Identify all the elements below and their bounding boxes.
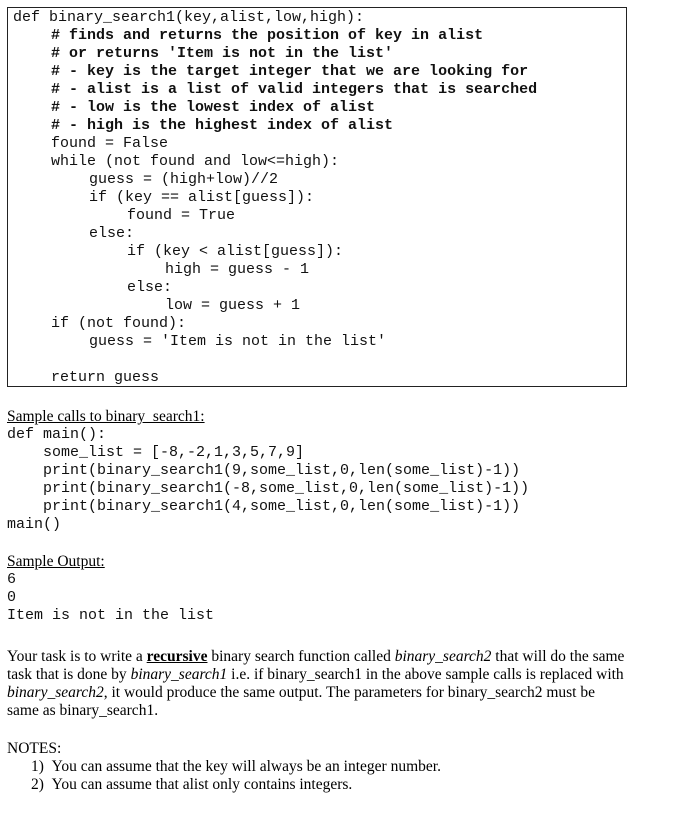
task-fn-binary-search2: binary_search2 <box>394 648 492 665</box>
task-fn-binary-search1: binary_search1 <box>130 666 228 683</box>
task-paragraph <box>7 648 627 720</box>
sample-output-text <box>7 571 407 631</box>
code-line: guess = 'Item is not in the list' <box>89 333 387 350</box>
code-line: def binary_search1(key,alist,low,high): <box>13 9 365 26</box>
sample-call-line: some_list = [-8,-2,1,3,5,7,9] <box>43 444 305 461</box>
code-line: high = guess - 1 <box>165 261 310 278</box>
sample-output-line: Item is not in the list <box>7 607 215 624</box>
code-line: else: <box>127 279 173 296</box>
note-number: 2) <box>31 776 44 793</box>
task-text-2: binary search function called <box>207 648 395 665</box>
task-text-1: Your task is to write a <box>7 648 147 665</box>
task-text-3: that will do the same task that is done by <box>7 648 625 683</box>
code-comment-line: # - high is the highest index of alist <box>51 117 394 134</box>
task-recursive-word: recursive <box>146 648 208 665</box>
code-line: found = True <box>127 207 236 224</box>
code-line: else: <box>89 225 135 242</box>
task-text-4: i.e. if binary_search1 in the above sample calls is replaced with <box>227 666 624 683</box>
sample-output-line: 0 <box>7 589 17 606</box>
sample-call-line: print(binary_search1(9,some_list,0,len(some_list)-1)) <box>43 462 521 479</box>
notes-heading: NOTES: <box>7 740 62 757</box>
note-text: You can assume that the key will always be an integer number. <box>51 758 441 775</box>
code-line: if (not found): <box>51 315 187 332</box>
sample-call-line: main() <box>7 516 62 533</box>
code-comment-line: # finds and returns the position of key in alist <box>51 27 484 44</box>
code-comment-line: # - key is the target integer that we are looking for <box>51 63 529 80</box>
note-item-1 <box>31 758 441 776</box>
sample-output-heading: Sample Output: <box>7 553 105 570</box>
code-line: found = False <box>51 135 169 152</box>
code-comment-line: # - alist is a list of valid integers that is searched <box>51 81 538 98</box>
code-comment-line: # or returns 'Item is not in the list' <box>51 45 394 62</box>
task-fn-binary-search2-again: binary_search2 <box>7 684 104 701</box>
task-text-5: , it would produce the same output. The parameters for binary_search2 must be same as binary_search1. <box>7 684 595 719</box>
note-text: You can assume that alist only contains integers. <box>51 776 353 793</box>
note-item-2 <box>31 776 352 794</box>
code-line: low = guess + 1 <box>165 297 301 314</box>
code-line: while (not found and low<=high): <box>51 153 340 170</box>
sample-calls-code <box>7 426 647 536</box>
sample-call-line: print(binary_search1(-8,some_list,0,len(some_list)-1)) <box>43 480 530 497</box>
function-code-box <box>7 7 627 387</box>
sample-output-line: 6 <box>7 571 17 588</box>
code-line: return guess <box>51 369 160 386</box>
code-comment-line: # - low is the lowest index of alist <box>51 99 376 116</box>
sample-call-line: def main(): <box>7 426 107 443</box>
note-number: 1) <box>31 758 44 775</box>
code-line: guess = (high+low)//2 <box>89 171 279 188</box>
sample-calls-heading: Sample calls to binary_search1: <box>7 408 205 425</box>
sample-call-line: print(binary_search1(4,some_list,0,len(some_list)-1)) <box>43 498 521 515</box>
code-line: if (key == alist[guess]): <box>89 189 315 206</box>
code-line: if (key < alist[guess]): <box>127 243 344 260</box>
